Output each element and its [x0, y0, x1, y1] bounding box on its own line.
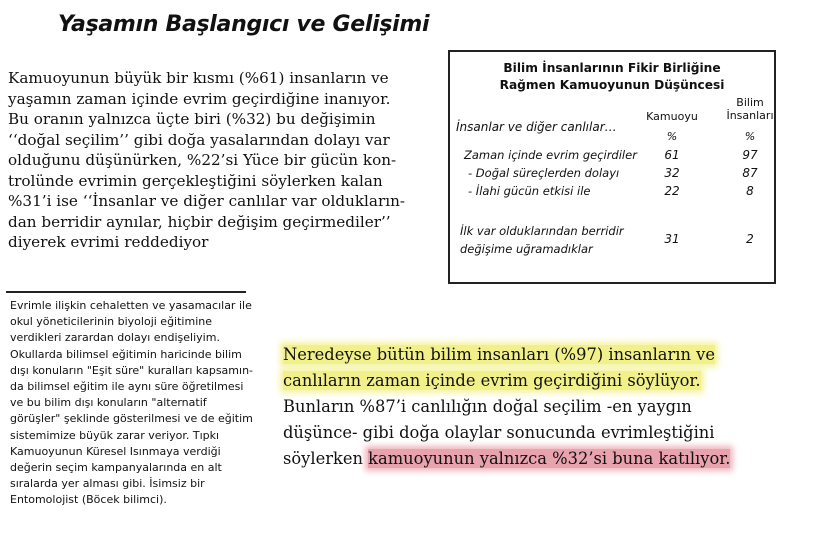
- sidebar-line: ve bu bilim dışı konuların "alternatif: [10, 396, 207, 410]
- intro-line: olduğunu düşünürken, %22’si Yüce bir gücün kon-: [8, 151, 397, 169]
- row-label: - Doğal süreçlerden dolayı: [468, 166, 620, 180]
- sidebar-line: Kamuoyunun Küresel Isınmaya verdiği: [10, 444, 221, 458]
- intro-line: trolünde evrimin gerçekleştiğini söylerken kalan: [8, 171, 383, 190]
- row-label: İlk var olduklarından berridir: [460, 224, 624, 238]
- row-label: - İlahi gücün etkisi ile: [468, 184, 591, 198]
- sidebar-line: görüşler" şeklinde gösterilmesi ve de eğitim: [10, 412, 253, 426]
- sidebar-line: sistemimize büyük zarar veriyor. Tıpkı: [10, 428, 220, 442]
- cell-scientists: 97: [742, 148, 758, 162]
- intro-line: dan berridir aynılar, hiçbir değişim geçirmediler’’: [8, 212, 391, 231]
- red-highlight: kamuoyunun yalnızca %32’si buna katılıyor.: [368, 449, 731, 468]
- table-title-line1: Bilim İnsanlarının Fikir Birliğine: [503, 61, 721, 75]
- table-title-line2: Rağmen Kamuoyunun Düşüncesi: [499, 78, 725, 92]
- highlight-line: Bunların %87’i canlılığın doğal seçilim -en yaygın: [283, 397, 692, 416]
- cell-public: 31: [664, 232, 680, 246]
- sidebar-line: dışı konuların "Eşit süre" kuralları kapsamın-: [10, 363, 254, 377]
- sidebar-line: okul yöneticilerinin biyoloji eğitimine: [10, 315, 212, 329]
- highlight-line-start: söylerken: [283, 449, 369, 468]
- cell-scientists: 87: [742, 166, 758, 180]
- yellow-highlight: Neredeyse bütün bilim insanları (%97) insanların ve: [283, 345, 716, 364]
- intro-line: diyerek evrimi reddediyor: [8, 233, 209, 251]
- row-label: değişime uğramadıklar: [460, 242, 593, 256]
- cell-public: 32: [664, 166, 680, 180]
- sidebar-line: Evrimle ilişkin cehaletten ve yasamacılar ile: [10, 299, 252, 312]
- sidebar-quote: [10, 298, 272, 509]
- row-header: İnsanlar ve diğer canlılar…: [456, 120, 617, 134]
- sidebar-line: sıralarda yer alması gibi. İsimsiz bir: [10, 477, 205, 491]
- highlight-paragraph: [283, 342, 813, 472]
- cell-scientists: 8: [746, 184, 754, 198]
- intro-line: yaşamın zaman içinde evrim geçirdiğine inanıyor.: [8, 89, 391, 108]
- sidebar-line: verdikleri zarardan dolayı endişeliyim.: [10, 331, 220, 345]
- pct-scientists: %: [744, 130, 756, 143]
- cell-scientists: 2: [746, 232, 754, 246]
- intro-line: ‘‘doğal seçilim’’ gibi doğa yasalarından dolayı var: [8, 130, 390, 149]
- cell-public: 61: [664, 148, 680, 162]
- survey-table: [448, 50, 776, 284]
- col-header-public: Kamuoyu: [646, 110, 698, 123]
- col-header-scientists-line2: İnsanları: [726, 109, 774, 122]
- cell-public: 22: [664, 184, 680, 198]
- table-title: [450, 60, 774, 94]
- page-title: Yaşamın Başlangıcı ve Gelişimi: [58, 12, 430, 37]
- pct-public: %: [666, 130, 678, 143]
- yellow-highlight: canlıların zaman içinde evrim geçirdiğini söylüyor.: [283, 371, 701, 390]
- sidebar-line: değerin seçim kampanyalarında en alt: [10, 461, 222, 475]
- col-header-scientists: [720, 96, 780, 122]
- col-header-scientists-line1: Bilim: [736, 96, 764, 109]
- sidebar-divider: [6, 291, 246, 293]
- row-label: Zaman içinde evrim geçirdiler: [464, 148, 637, 162]
- intro-line: Kamuoyunun büyük bir kısmı (%61) insanların ve: [8, 69, 389, 87]
- intro-line: %31’i ise ‘‘İnsanlar ve diğer canlılar var oldukların-: [8, 192, 406, 210]
- intro-paragraph: [8, 68, 444, 253]
- sidebar-line: Okullarda bilimsel eğitimin haricinde bilim: [10, 347, 242, 361]
- sidebar-line: da bilimsel eğitim ile aynı süre öğretilmesi: [10, 380, 244, 394]
- sidebar-line: Entomolojist (Böcek bilimci).: [10, 493, 167, 507]
- highlight-line: düşünce- gibi doğa olaylar sonucunda evrimleştiğini: [283, 423, 715, 442]
- intro-line: Bu oranın yalnızca üçte biri (%32) bu değişimin: [8, 110, 376, 128]
